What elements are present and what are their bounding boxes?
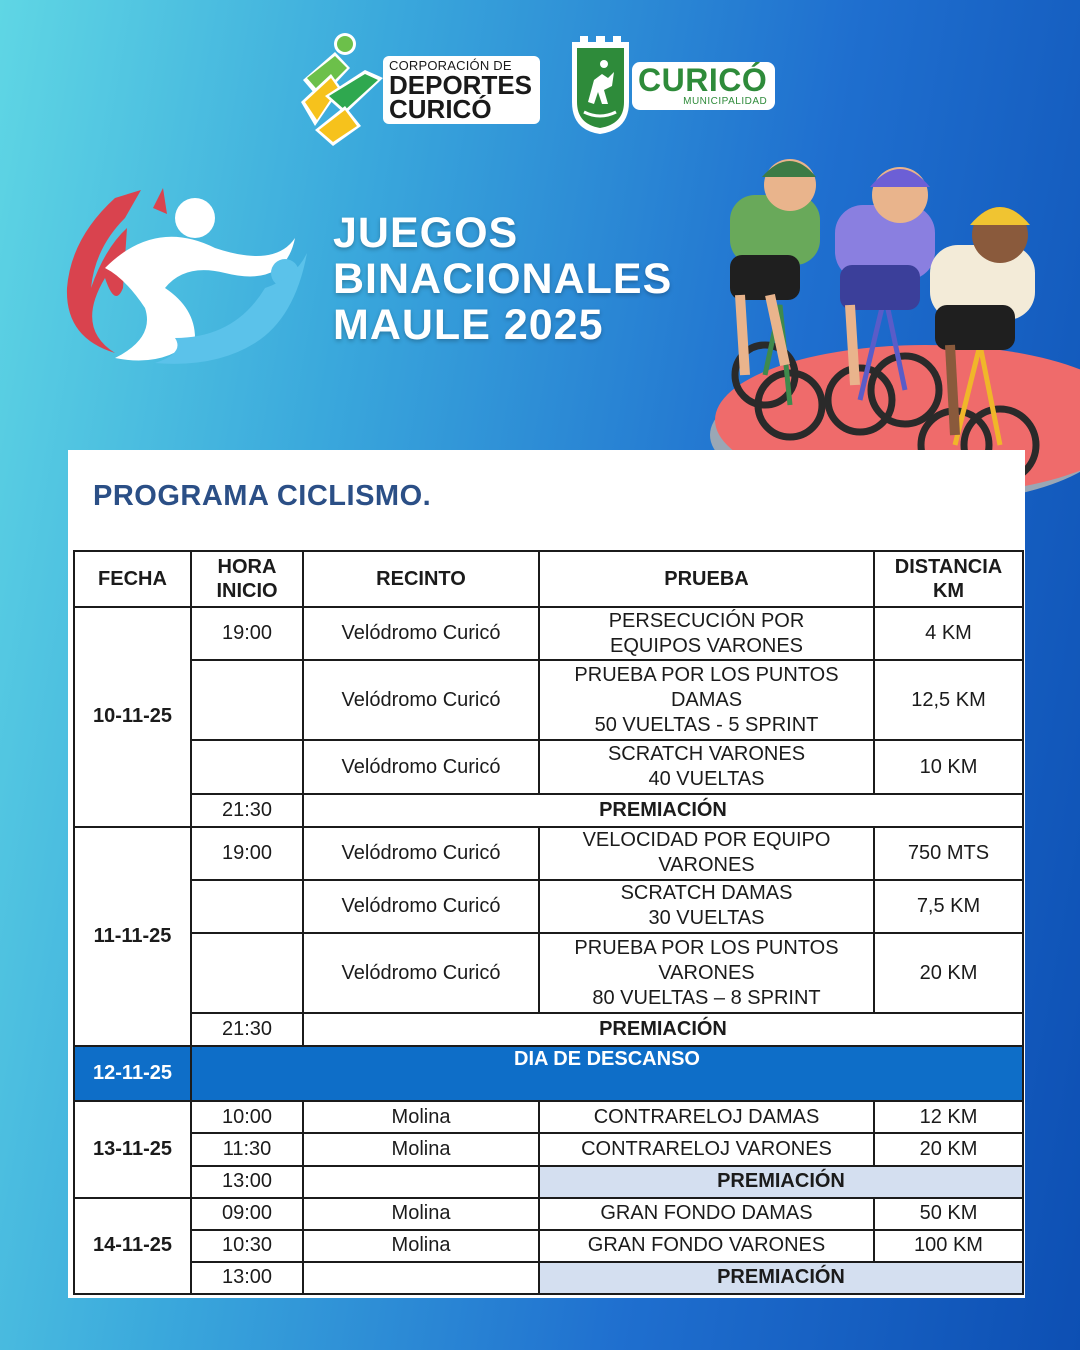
recinto-cell: Molina [303, 1133, 539, 1165]
prueba-line: VARONES [658, 961, 755, 984]
prueba-line: 30 VUELTAS [648, 907, 765, 930]
prueba-line: 50 VUELTAS - 5 SPRINT [594, 713, 819, 736]
recinto-cell: Velódromo Curicó [303, 660, 539, 740]
event-title [333, 210, 672, 348]
prueba-line: SCRATCH DAMAS [620, 882, 793, 905]
table-header-row [74, 551, 1023, 607]
hora-cell [191, 933, 303, 1013]
table-row [74, 1230, 1023, 1262]
program-table [73, 550, 1024, 1295]
event-title-line2: BINACIONALES [333, 255, 673, 303]
prueba-cell [539, 607, 874, 660]
header-prueba: PRUEBA [539, 551, 874, 607]
municipalidad-curico-logo [568, 32, 783, 150]
prueba-line: PRUEBA POR LOS PUNTOS [574, 663, 839, 686]
corporacion-deportes-logo [295, 30, 535, 150]
distancia-cell: 4 KM [874, 607, 1023, 660]
prueba-line: VARONES [658, 854, 755, 877]
corporacion-line2: DEPORTES [389, 70, 533, 100]
recinto-cell: Molina [303, 1101, 539, 1133]
premiacion-cell: PREMIACIÓN [539, 1262, 1023, 1294]
recinto-cell: Velódromo Curicó [303, 827, 539, 880]
table-row-premiacion [74, 1166, 1023, 1198]
corporacion-line1: CORPORACIÓN DE [389, 58, 512, 73]
table-row [74, 607, 1023, 660]
date-cell: 14-11-25 [74, 1198, 191, 1294]
table-row-premiacion [74, 1013, 1023, 1046]
hora-cell [191, 660, 303, 740]
date-cell: 10-11-25 [74, 607, 191, 827]
distancia-cell: 7,5 KM [874, 880, 1023, 933]
prueba-cell [539, 933, 874, 1013]
prueba-line: VELOCIDAD POR EQUIPO [582, 829, 831, 852]
header-distancia-line1: DISTANCIA [894, 556, 1003, 579]
table-row [74, 933, 1023, 1013]
date-cell: 11-11-25 [74, 827, 191, 1047]
table-row [74, 1101, 1023, 1133]
recinto-cell: Velódromo Curicó [303, 880, 539, 933]
prueba-cell: CONTRARELOJ DAMAS [539, 1101, 874, 1133]
corporacion-emblem-icon [295, 30, 390, 148]
premiacion-cell: PREMIACIÓN [303, 1013, 1023, 1046]
prueba-line: DAMAS [670, 688, 743, 711]
hora-cell: 09:00 [191, 1198, 303, 1230]
table-row [74, 740, 1023, 793]
recinto-cell: Velódromo Curicó [303, 607, 539, 660]
distancia-cell: 20 KM [874, 933, 1023, 1013]
recinto-cell: Velódromo Curicó [303, 933, 539, 1013]
sponsor-logos [0, 30, 1080, 150]
recinto-cell: Velódromo Curicó [303, 740, 539, 793]
table-row [74, 1133, 1023, 1165]
distancia-cell: 10 KM [874, 740, 1023, 793]
premiacion-cell: PREMIACIÓN [539, 1166, 1023, 1198]
hora-cell: 11:30 [191, 1133, 303, 1165]
prueba-line: SCRATCH VARONES [607, 743, 806, 766]
event-title-line1: JUEGOS [333, 209, 519, 257]
distancia-cell: 12 KM [874, 1101, 1023, 1133]
curico-shield-icon [568, 32, 633, 137]
distancia-cell: 12,5 KM [874, 660, 1023, 740]
distancia-cell: 750 MTS [874, 827, 1023, 880]
juegos-binacionales-emblem-icon [45, 178, 310, 378]
prueba-line: 80 VUELTAS – 8 SPRINT [592, 986, 821, 1009]
corporacion-text [383, 56, 540, 124]
recinto-cell: Molina [303, 1230, 539, 1262]
date-cell: 13-11-25 [74, 1101, 191, 1197]
table-row-premiacion [74, 794, 1023, 827]
hora-cell: 19:00 [191, 827, 303, 880]
prueba-cell [539, 740, 874, 793]
hora-cell: 13:00 [191, 1262, 303, 1294]
prueba-line: PRUEBA POR LOS PUNTOS [574, 936, 839, 959]
premiacion-cell: PREMIACIÓN [303, 794, 1023, 827]
hora-cell: 21:30 [191, 1013, 303, 1046]
hora-cell [191, 740, 303, 793]
curico-name: CURICÓ [638, 62, 768, 98]
empty-cell [303, 1166, 539, 1198]
prueba-line: 40 VUELTAS [648, 768, 765, 791]
program-card [68, 450, 1025, 1298]
prueba-cell: CONTRARELOJ VARONES [539, 1133, 874, 1165]
distancia-cell: 50 KM [874, 1198, 1023, 1230]
hora-cell: 19:00 [191, 607, 303, 660]
prueba-line: EQUIPOS VARONES [609, 634, 803, 657]
curico-text [632, 62, 775, 110]
hora-cell: 10:00 [191, 1101, 303, 1133]
header-distancia [874, 551, 1023, 607]
prueba-cell: GRAN FONDO VARONES [539, 1230, 874, 1262]
prueba-line: PERSECUCIÓN POR [608, 609, 805, 632]
recinto-cell: Molina [303, 1198, 539, 1230]
table-row-premiacion [74, 1262, 1023, 1294]
header-hora-line1: HORA [217, 556, 277, 579]
header-hora [191, 551, 303, 607]
prueba-cell: GRAN FONDO DAMAS [539, 1198, 874, 1230]
header-recinto: RECINTO [303, 551, 539, 607]
header-fecha: FECHA [74, 551, 191, 607]
prueba-cell [539, 880, 874, 933]
rest-day-cell: DIA DE DESCANSO [191, 1046, 1023, 1101]
table-row [74, 880, 1023, 933]
table-row [74, 660, 1023, 740]
prueba-cell [539, 827, 874, 880]
table-row-rest-day [74, 1046, 1023, 1101]
distancia-cell: 100 KM [874, 1230, 1023, 1262]
hora-cell: 21:30 [191, 794, 303, 827]
hora-cell [191, 880, 303, 933]
header-distancia-line2: KM [932, 580, 965, 603]
hora-cell: 10:30 [191, 1230, 303, 1262]
event-title-line3: MAULE 2025 [333, 301, 604, 349]
table-row [74, 827, 1023, 880]
curico-subtitle: MUNICIPALIDAD [683, 96, 768, 107]
table-row [74, 1198, 1023, 1230]
date-cell: 12-11-25 [74, 1046, 191, 1101]
distancia-cell: 20 KM [874, 1133, 1023, 1165]
header-hora-line2: INICIO [216, 580, 278, 603]
corporacion-line3: CURICÓ [389, 94, 492, 124]
prueba-cell [539, 660, 874, 740]
hora-cell: 13:00 [191, 1166, 303, 1198]
program-title: PROGRAMA CICLISMO. [93, 480, 432, 512]
empty-cell [303, 1262, 539, 1294]
